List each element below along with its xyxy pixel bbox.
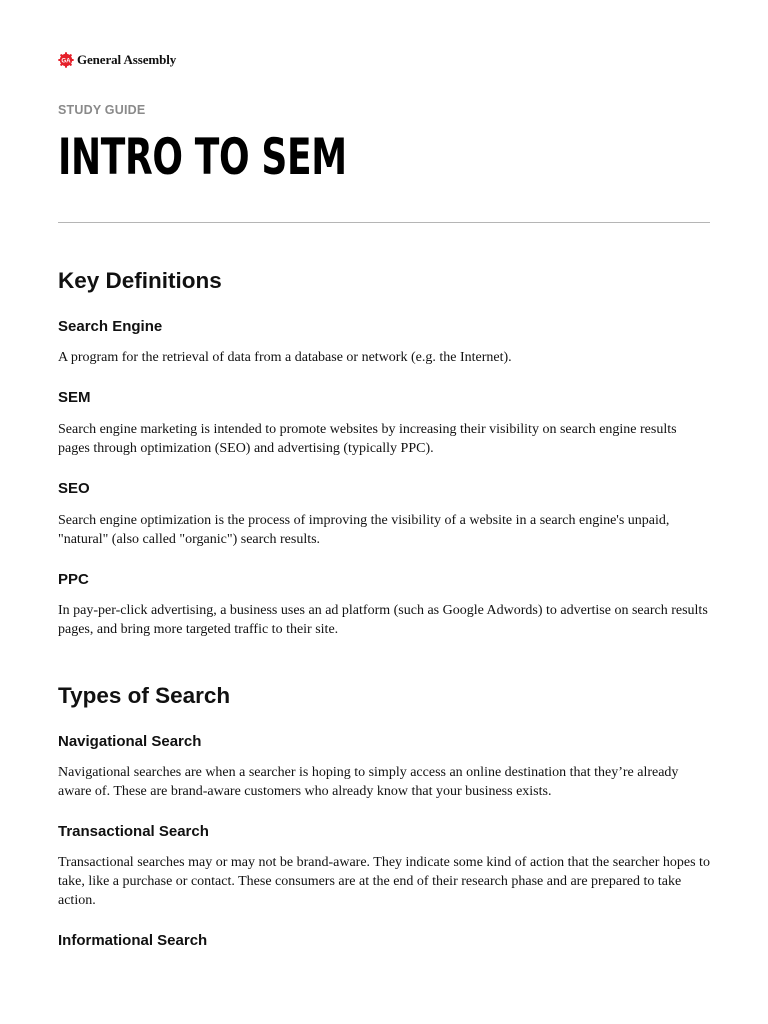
term-informational-search: Informational Search <box>58 932 208 949</box>
gear-icon <box>58 52 74 68</box>
definition-transactional-search: Transactional searches may or may not be brand-aware. They indicate some kind of action that the searcher hopes to take, like a purchase or contact. These consumers are at the end of their research phase and are prepared to take action. <box>58 855 710 908</box>
eyebrow-label: STUDY GUIDE <box>58 103 146 117</box>
term-ppc: PPC <box>58 571 89 588</box>
logo-label: GA <box>61 57 71 65</box>
term-search-engine: Search Engine <box>58 318 163 335</box>
term-transactional-search: Transactional Search <box>58 823 209 840</box>
definition-seo: Search engine optimization is the process of improving the visibility of a website in a search engine's unpaid, "natural" (also called "organic") search results. <box>58 513 670 547</box>
definition-sem: Search engine marketing is intended to promote websites by increasing their visibility on search engine results pages through optimization (SEO) and advertising (typically PPC). <box>58 422 677 456</box>
page-title: INTRO TO SEM <box>58 128 347 186</box>
section-heading-key-definitions: Key Definitions <box>58 268 222 293</box>
definition-ppc: In pay-per-click advertising, a business uses an ad platform (such as Google Adwords) to advertise on search results pages, and bring more targeted traffic to their site. <box>58 603 708 637</box>
definition-search-engine: A program for the retrieval of data from a database or network (e.g. the Internet). <box>58 350 512 365</box>
term-navigational-search: Navigational Search <box>58 733 202 750</box>
brand-header <box>58 51 176 69</box>
title-divider <box>58 222 710 223</box>
brand-name: General Assembly <box>77 52 177 67</box>
section-heading-types-of-search: Types of Search <box>58 683 231 708</box>
term-seo: SEO <box>58 480 90 497</box>
definition-navigational-search: Navigational searches are when a searcher is hoping to simply access an online destination that they’re already aware of. These are brand-aware customers who already know that your business exists. <box>58 765 679 799</box>
term-sem: SEM <box>58 389 91 406</box>
